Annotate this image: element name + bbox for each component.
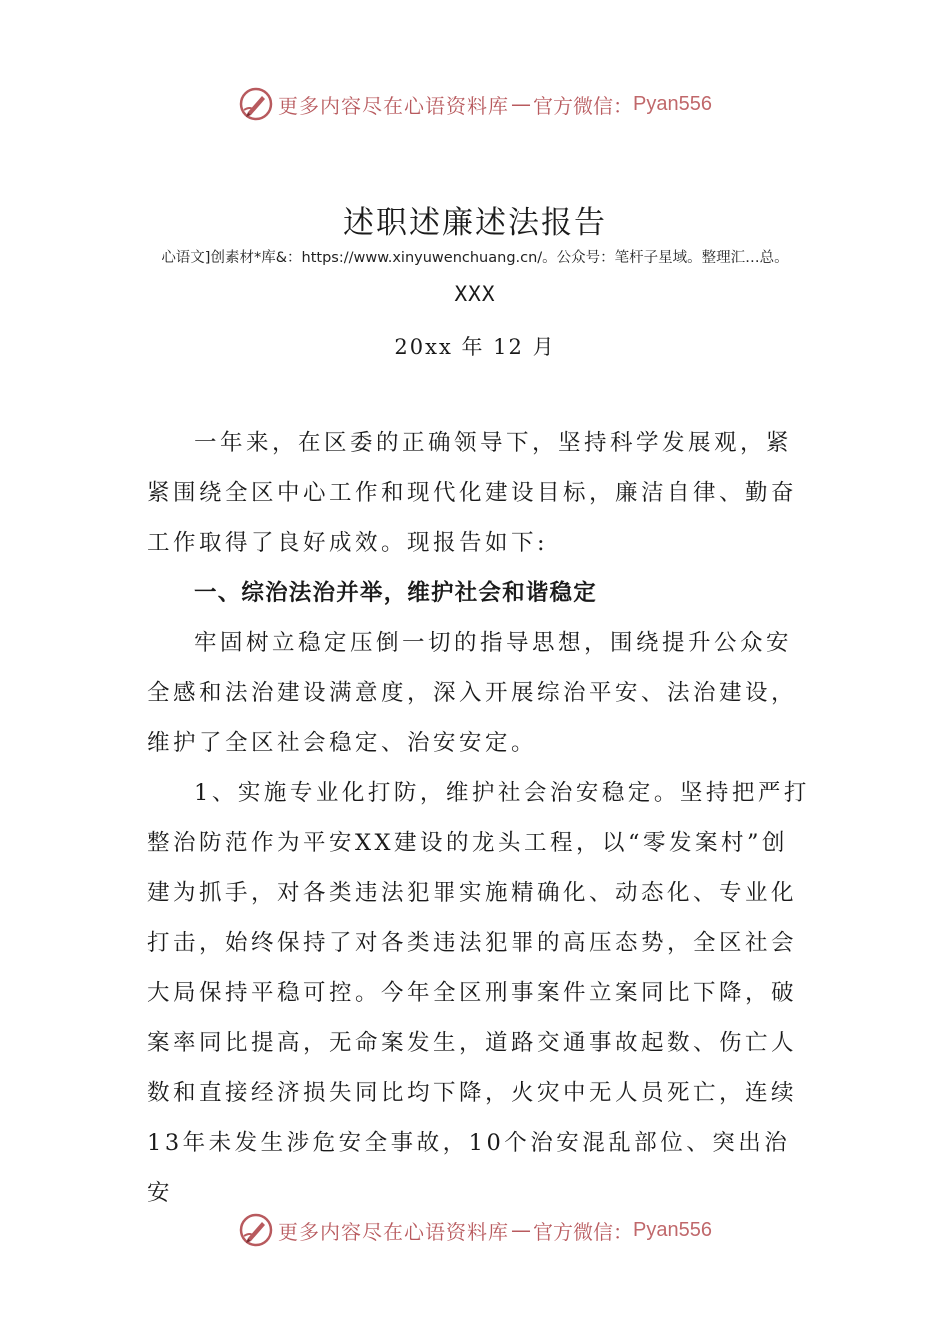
banner-text: 更多内容尽在心语资料库	[278, 1219, 510, 1244]
document-author: XXX	[454, 282, 496, 306]
paragraph-item-1: 1、实施专业化打防，维护社会治安稳定。坚持把严打整治防范作为平安XX建设的龙头工程，以“零发案村”创建为抓手，对各类违法犯罪实施精确化、动态化、专业化打击，始终保持了对各类违法犯罪的高压态势，全区社会大局保持平稳可控。今年全区刑事案件立案同比下降，破案率同比提高，无命案发生，道路交通事故起数、伤亡人数和直接经济损失同比均下降，火灾中无人员死亡，连续13年未发生涉危安全事故，10个治安混乱部位、突出治安	[147, 780, 810, 1206]
banner-text: 更多内容尽在心语资料库	[278, 93, 510, 118]
section-heading: 一、综治法治并举，维护社会和谐稳定	[194, 580, 597, 606]
banner-dash: —	[511, 92, 532, 116]
paragraph-intro: 一年来，在区委的正确领导下，坚持科学发展观，紧紧围绕全区中心工作和现代化建设目标，廉洁自律、勤奋工作取得了良好成效。现报告如下:	[147, 430, 798, 556]
document-date: 20xx 年 12 月	[394, 335, 556, 359]
banner-wechat-id: Pyan556	[633, 1218, 712, 1241]
banner-wechat-label: 官方微信：	[533, 93, 634, 118]
document-body	[147, 418, 812, 1218]
pen-logo-icon	[238, 1212, 274, 1248]
bottom-banner	[0, 1210, 950, 1250]
banner-wechat-id: Pyan556	[633, 92, 712, 115]
paragraph-section-intro: 牢固树立稳定压倒一切的指导思想，围绕提升公众安全感和法治建设满意度，深入开展综治平安、法治建设，维护了全区社会稳定、治安安定。	[147, 630, 798, 756]
source-line: 心语文]创素材*库&：https://www.xinyuwenchuang.cn/。公众号：笔杆子星域。整理汇…总。	[161, 250, 789, 266]
banner-wechat-label: 官方微信：	[533, 1219, 634, 1244]
top-banner	[0, 84, 950, 124]
banner-dash: —	[511, 1218, 532, 1242]
pen-logo-icon	[238, 86, 274, 122]
document-title: 述职述廉述法报告	[343, 205, 607, 241]
